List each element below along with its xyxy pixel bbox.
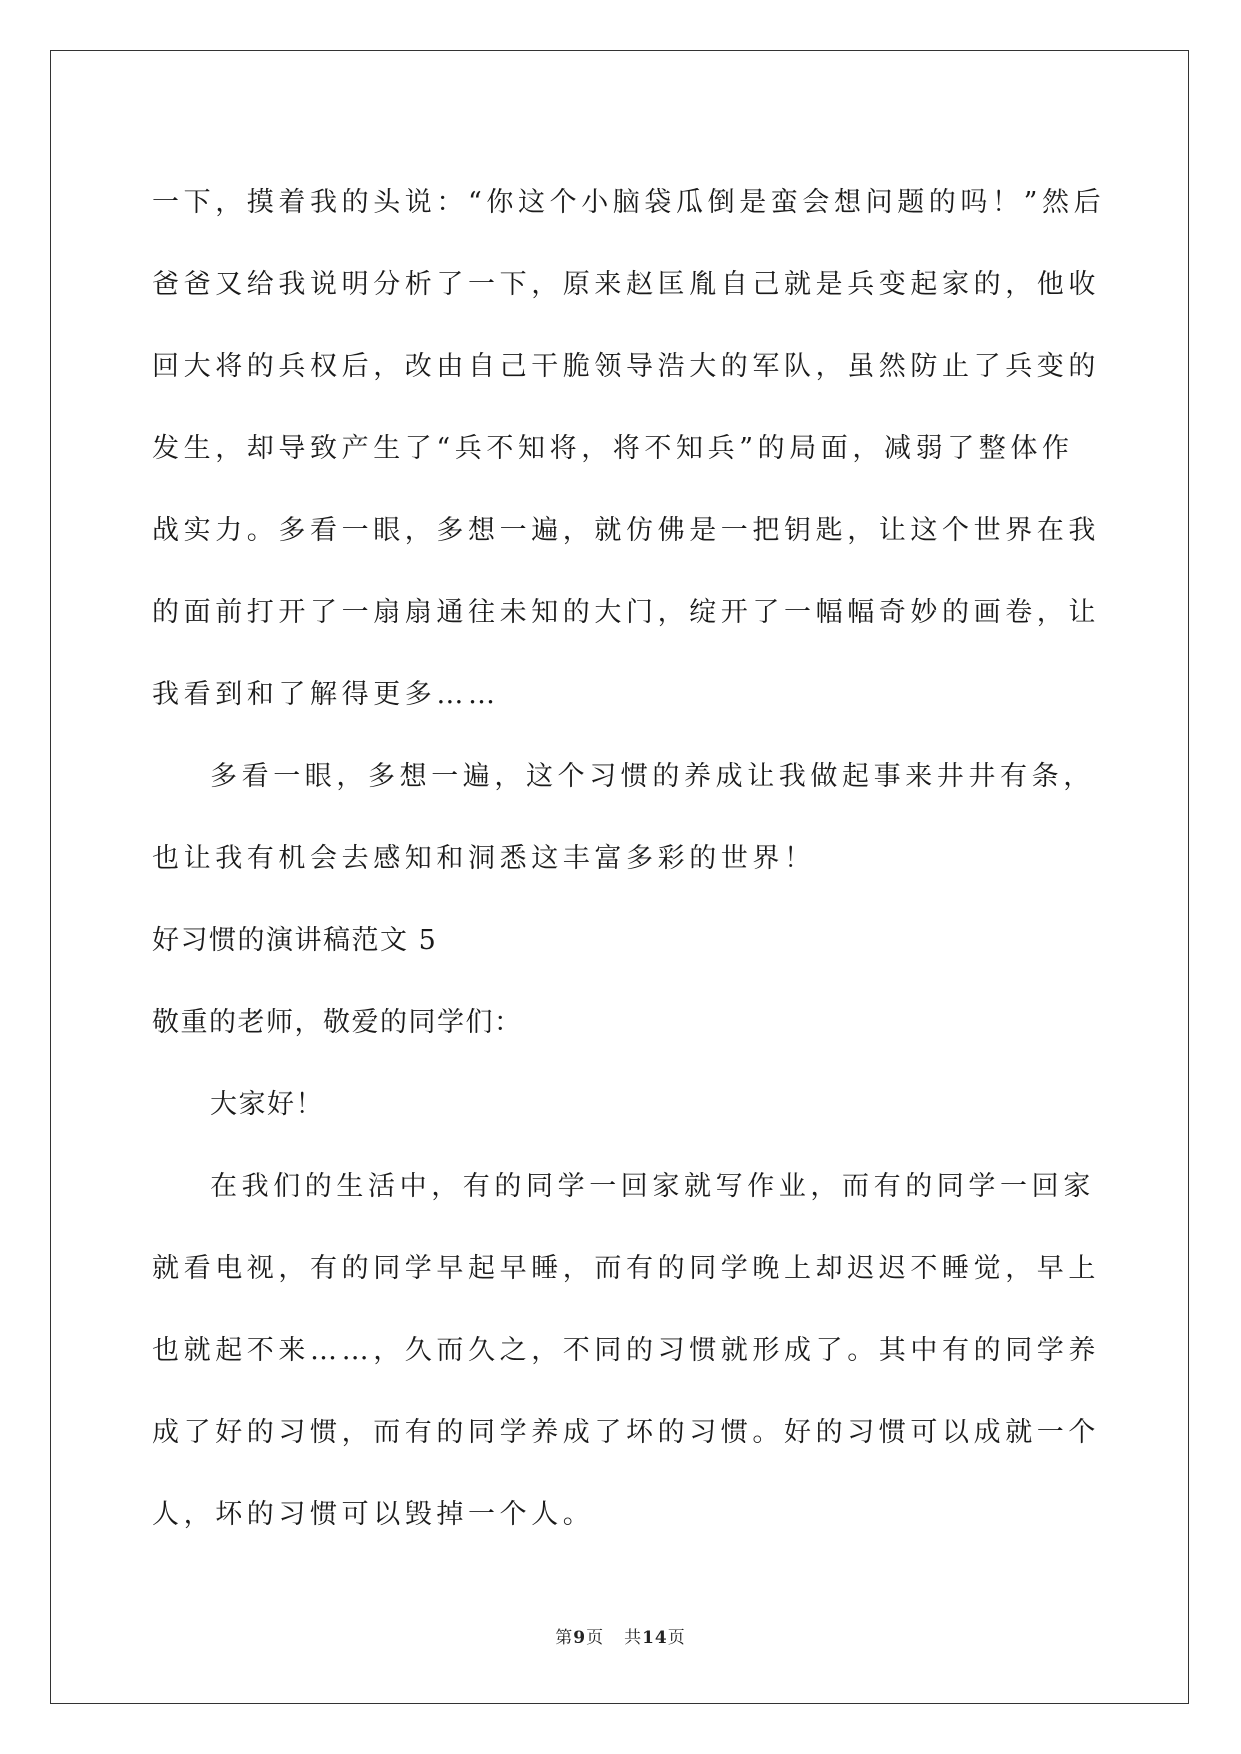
page-suffix: 页 xyxy=(586,1628,605,1648)
greeting: 大家好！ xyxy=(210,1089,324,1120)
text-line: 发生，却导致产生了“兵不知将，将不知兵”的局面，减弱了整体作 xyxy=(152,433,1074,464)
text-line: 我看到和了解得更多…… xyxy=(152,679,500,710)
total-prefix: 共 xyxy=(624,1628,643,1648)
text-line: 也让我有机会去感知和洞悉这丰富多彩的世界！ xyxy=(152,843,816,874)
section-title: 好习惯的演讲稿范文 5 xyxy=(152,925,438,956)
paragraph-continued xyxy=(152,162,1106,736)
text-line: 成了好的习惯，而有的同学养成了坏的习惯。好的习惯可以成就一个 xyxy=(152,1417,1100,1448)
total-suffix: 页 xyxy=(667,1628,686,1648)
text-line: 也就起不来……，久而久之，不同的习惯就形成了。其中有的同学养 xyxy=(152,1335,1100,1366)
paragraph-intro xyxy=(152,1146,1100,1556)
text-line: 就看电视，有的同学早起早睡，而有的同学晚上却迟迟不睡觉，早上 xyxy=(152,1253,1100,1284)
text-line: 在我们的生活中，有的同学一回家就写作业，而有的同学一回家 xyxy=(210,1171,1095,1202)
text-line: 战实力。多看一眼，多想一遍，就仿佛是一把钥匙，让这个世界在我 xyxy=(152,515,1100,546)
text-line: 的面前打开了一扇扇通往未知的大门，绽开了一幅幅奇妙的画卷，让 xyxy=(152,597,1100,628)
text-line: 爸爸又给我说明分析了一下，原来赵匡胤自己就是兵变起家的，他收 xyxy=(152,269,1100,300)
total-pages: 14 xyxy=(642,1628,668,1648)
text-line: 一下，摸着我的头说：“你这个小脑袋瓜倒是蛮会想问题的吗！”然后 xyxy=(152,187,1106,218)
page-footer xyxy=(0,1623,1241,1648)
text-line: 人，坏的习惯可以毁掉一个人。 xyxy=(152,1499,595,1530)
document-body xyxy=(152,162,1106,1556)
text-line: 回大将的兵权后，改由自己干脆领导浩大的军队，虽然防止了兵变的 xyxy=(152,351,1100,382)
page-prefix: 第 xyxy=(555,1628,574,1648)
paragraph-conclusion xyxy=(152,736,1095,900)
salutation: 敬重的老师，敬爱的同学们： xyxy=(152,1007,523,1038)
text-line: 多看一眼，多想一遍，这个习惯的养成让我做起事来井井有条， xyxy=(210,761,1095,792)
page-number: 9 xyxy=(573,1628,587,1648)
